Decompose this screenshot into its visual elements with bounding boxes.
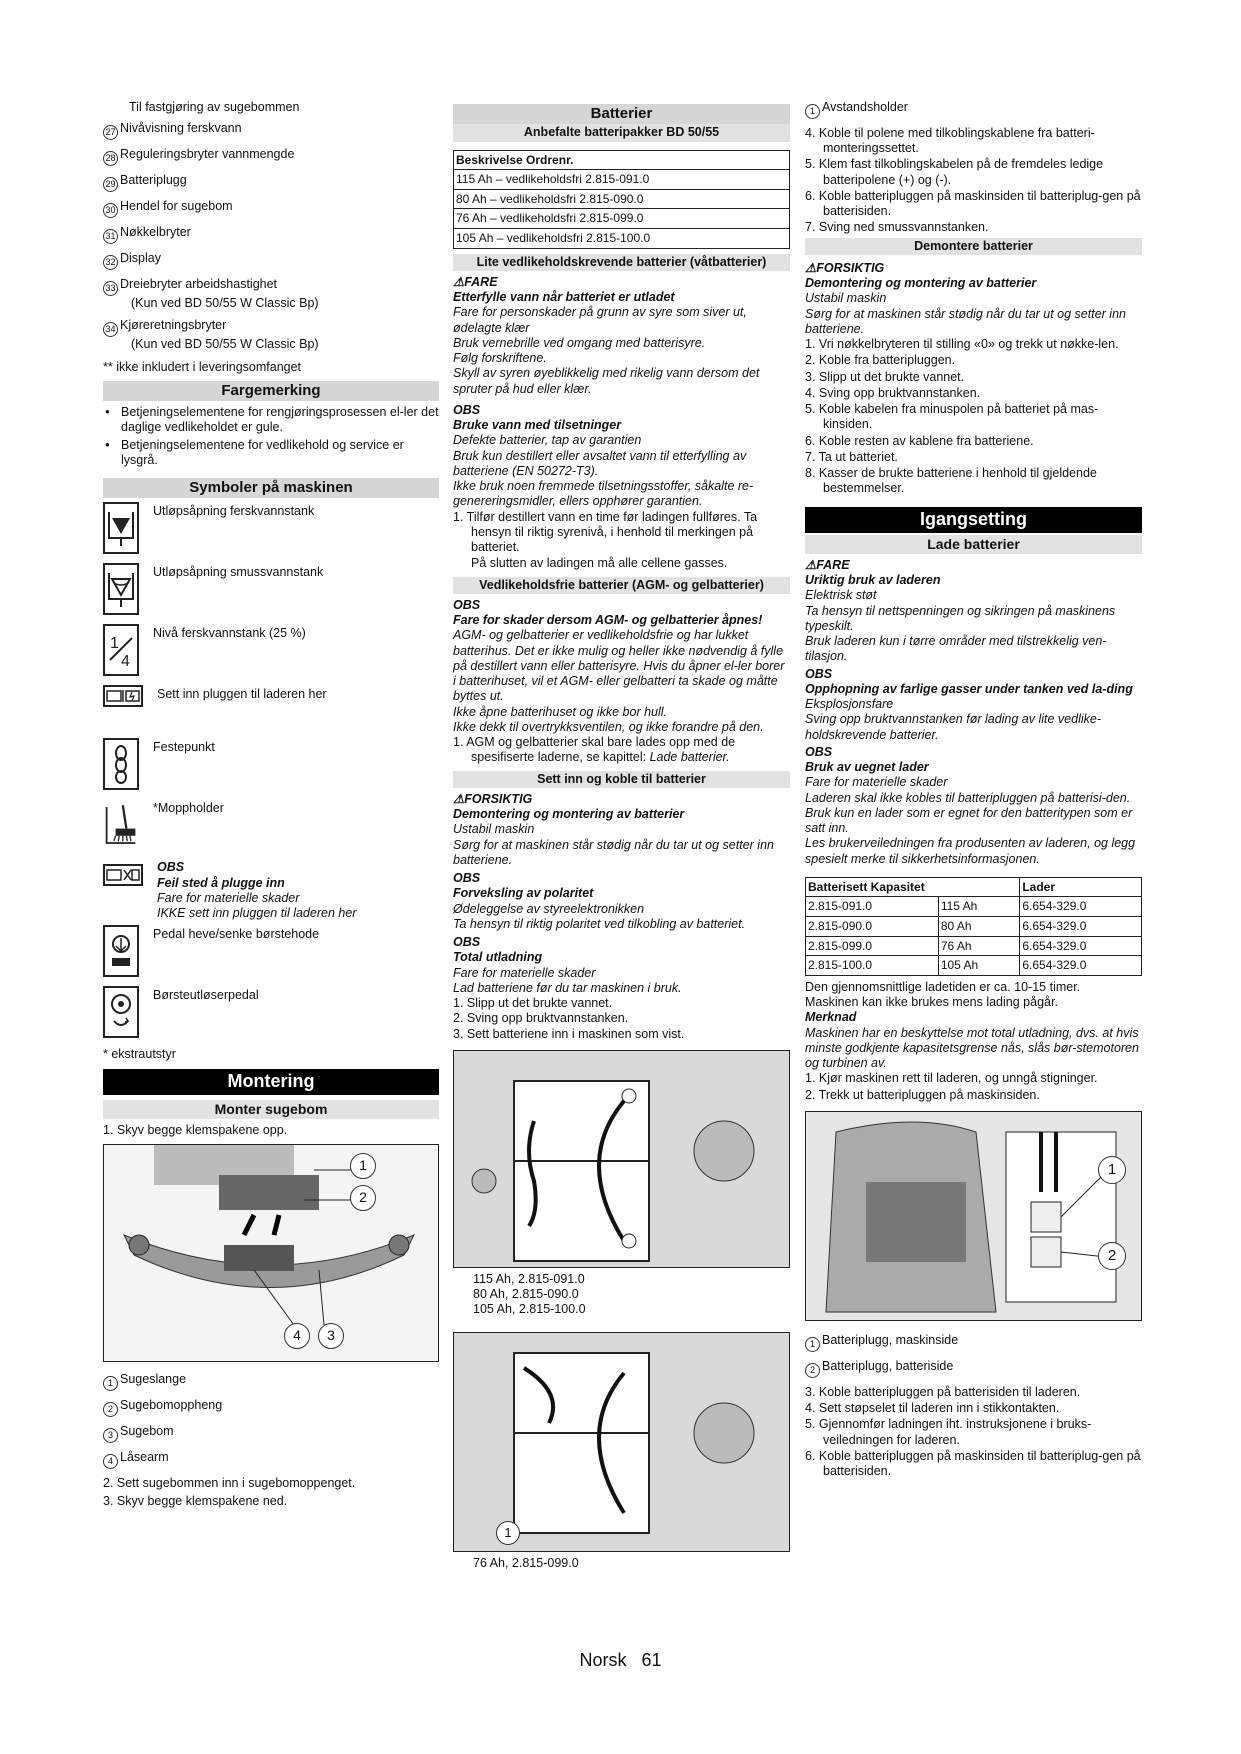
table-cell: 105 Ah [938, 956, 1020, 976]
legend-item [103, 225, 439, 244]
legend-item [805, 100, 1142, 119]
agm-heading: Vedlikeholdsfrie batterier (AGM- og gelbatterier) [453, 577, 790, 594]
lade-heading: Lade batterier [805, 535, 1142, 554]
symbol-row [103, 799, 439, 857]
legend-item [103, 318, 439, 352]
obs-line: Fare for materielle skader [453, 965, 596, 980]
legend-number: 30 [103, 203, 118, 218]
figure-caption [453, 1272, 790, 1318]
table-cell: 80 Ah [938, 917, 1020, 937]
forsiktig-line: Ustabil maskin [453, 822, 535, 837]
legend-number: 31 [103, 229, 118, 244]
legend-number: 1 [103, 1376, 118, 1391]
forsiktig-title: Demontering og montering av batterier [453, 807, 685, 822]
obs-line: Bruk kun destillert eller avsaltet vann til etterfylling av batteriene (EN 50272-T3). [453, 448, 747, 478]
legend-item [103, 1424, 439, 1443]
table-cell: 6.654-329.0 [1020, 956, 1142, 976]
fare-title: Uriktig bruk av laderen [805, 573, 941, 588]
column-middle [453, 100, 790, 1571]
legend-text: Sugebom [120, 1423, 174, 1438]
legend-item [805, 1333, 1142, 1352]
table-header-row [454, 150, 790, 170]
symbol-label: Utløpsåpning smussvannstank [153, 565, 324, 580]
legend-text: Nivåvisning ferskvann [120, 121, 242, 136]
steps-list [805, 337, 1142, 497]
legend-text: Display [120, 251, 161, 266]
obs-label: OBS [453, 597, 481, 612]
step-main: 1. AGM og gelbatterier skal bare lades opp med de spesifiserte laderne, se kapittel: [453, 735, 736, 765]
legend-text: Nøkkelbryter [120, 225, 191, 240]
obs-line: Bruk kun en lader som er egnet for den batteritypen som er satt inn. [805, 805, 1133, 836]
symbol-row [103, 986, 439, 1044]
legend-item [103, 147, 439, 166]
legend-subtext: (Kun ved BD 50/55 W Classic Bp) [131, 337, 319, 352]
step-text: 1. Kjør maskinen rett til laderen, og unngå stigninger. [805, 1071, 1098, 1086]
fare-title: Etterfylle vann når batteriet er utladet [453, 290, 675, 305]
legend-text: Hendel for sugebom [120, 199, 233, 214]
obs-label: OBS [805, 666, 833, 681]
mop-holder-icon [103, 799, 139, 851]
obs-title: Fare for skader dersom AGM- og gelbatterier åpnes! [453, 613, 763, 628]
step-text: 3. Sett batteriene inn i maskinen som vist. [453, 1026, 685, 1041]
bullet-item: ● Betjeningselementene for rengjøringsprosessen el-ler det daglige vedlikeholdet er gule. [103, 405, 439, 436]
symbol-row [103, 925, 439, 983]
table-row [806, 917, 1142, 937]
obs-line: Ikke dekk til overtrykksventilen, og ikke forandre på den. [453, 719, 764, 734]
steps-list [805, 126, 1142, 236]
montering-heading: Montering [103, 1069, 439, 1095]
callout-2: 2 [350, 1185, 376, 1211]
obs-line: Fare for materielle skader [157, 890, 300, 905]
monter-sugebom-heading: Monter sugebom [103, 1100, 439, 1119]
caption-line: 105 Ah, 2.815-100.0 [473, 1302, 586, 1317]
table-header: Beskrivelse Ordrenr. [454, 150, 790, 170]
table-header-row [806, 877, 1142, 897]
column-left [103, 100, 439, 1512]
legend-text: Dreiebryter arbeidshastighet [120, 277, 278, 292]
step-text: 5. Gjennomfør ladningen iht. instruksjonene i bruks-veiledningen for laderen. [805, 1417, 1092, 1447]
battery-pack-table [453, 150, 790, 249]
step-text: 5. Klem fast tilkoblingskabelen på de fremdeles ledige batteripolene (+) og (-). [805, 157, 1104, 187]
table-cell: 2.815-090.0 [806, 917, 939, 937]
quarter-level-icon [103, 624, 139, 676]
table-row [806, 936, 1142, 956]
lite-heading: Lite vedlikeholdskrevende batterier (våtbatterier) [453, 254, 790, 271]
symbol-row [103, 738, 439, 796]
obs-label: OBS [453, 935, 481, 950]
legend-item [103, 173, 439, 192]
step-text: 2. Sett sugebommen inn i sugebomoppenget. [103, 1475, 356, 1490]
step-text: På slutten av ladingen må alle cellene gasses. [471, 556, 728, 571]
anchor-point-icon [103, 738, 139, 790]
symbols-heading: Symboler på maskinen [103, 478, 439, 498]
table-row [454, 189, 790, 209]
table-cell: 2.815-091.0 [806, 897, 939, 917]
intro-text: Til fastgjøring av sugebommen [129, 100, 300, 114]
steps-list [805, 1385, 1142, 1480]
legend-item [103, 277, 439, 311]
fresh-water-drain-icon [103, 502, 139, 554]
demontere-heading: Demontere batterier [805, 238, 1142, 255]
svg-text:1: 1 [110, 635, 119, 653]
symbol-label: Utløpsåpning ferskvannstank [153, 504, 315, 519]
forsiktig-line: Ustabil maskin [805, 291, 887, 306]
step-text [453, 735, 790, 766]
footer-language: Norsk [579, 1650, 627, 1670]
step-text: 4. Koble til polene med tilkoblingskablene fra batteri-monteringssettet. [805, 125, 1095, 156]
forsiktig-line: Sørg for at maskinen står stødig når du tar ut og setter inn batteriene. [805, 306, 1126, 336]
forsiktig-label: ⚠FORSIKTIG [453, 791, 533, 806]
table-cell: 6.654-329.0 [1020, 897, 1142, 917]
step-text: 1. Vri nøkkelbryteren til stilling «0» og trekk ut nøkke-len. [805, 337, 1119, 352]
callout-1: 1 [1098, 1156, 1126, 1184]
legend-item [103, 1398, 439, 1417]
obs-label: OBS [453, 871, 481, 886]
step-text: 8. Kasser de brukte batteriene i henhold til gjeldende bestemmelser. [805, 466, 1097, 496]
step-text: 2. Koble fra batteripluggen. [805, 353, 956, 368]
obs-line: Defekte batterier, tap av garantien [453, 433, 642, 448]
obs-line: Ikke åpne batterihuset og ikke bor hull. [453, 704, 668, 719]
table-cell: 2.815-100.0 [806, 956, 939, 976]
table-row [806, 956, 1142, 976]
legend-number: 34 [103, 322, 118, 337]
forsiktig-title: Demontering og montering av batterier [805, 276, 1037, 291]
legend-number: 28 [103, 151, 118, 166]
step-text: 3. Koble batteripluggen på batterisiden til laderen. [805, 1384, 1081, 1399]
table-header: Lader [1020, 877, 1142, 897]
accessory-note: * ekstrautstyr [103, 1047, 176, 1062]
legend-text: Reguleringsbryter vannmengde [120, 147, 295, 162]
obs-title: Forveksling av polaritet [453, 886, 594, 901]
obs-label: OBS [453, 402, 481, 417]
callout-3: 3 [318, 1323, 344, 1349]
symbol-row [103, 563, 439, 621]
body-text: Den gjennomsnittlige ladetiden er ca. 10-15 timer. [805, 979, 1081, 994]
obs-line: AGM- og gelbatterier er vedlikeholdsfrie og har lukket batterihus. Det er ikke mulig og heller ikke nødvendig å fylle på destillert vann eller batterisyre. Hvis du åpner el-ler borer i batterihuset, vil et AGM- eller gelbatteri ta skade og måtte byttes ut. [453, 628, 785, 704]
legend-list [103, 121, 439, 352]
legend-item [103, 1372, 439, 1391]
step-text: 5. Koble kabelen fra minuspolen på batteriet på mas-kinsiden. [805, 402, 1099, 432]
table-header: Batterisett Kapasitet [806, 877, 1020, 897]
step-text: 4. Sving opp bruktvannstanken. [805, 385, 981, 400]
page-footer [0, 1650, 1241, 1672]
step-text: 7. Sving ned smussvannstanken. [805, 220, 989, 235]
figure-legend [103, 1372, 439, 1469]
table-cell: 6.654-329.0 [1020, 917, 1142, 937]
obs-line: Sving opp bruktvannstanken før lading av lite vedlike-holdskrevende batterier. [805, 712, 1101, 742]
table-cell: 105 Ah – vedlikeholdsfri 2.815-100.0 [454, 229, 790, 249]
obs-label: OBS [805, 744, 833, 759]
merknad-label: Merknad [805, 1010, 857, 1025]
step-text: 2. Trekk ut batteripluggen på maskinsiden. [805, 1087, 1040, 1102]
scope-note: ** ikke inkludert i leveringsomfanget [103, 359, 302, 374]
legend-number: 32 [103, 255, 118, 270]
cross-reference: Lade batterier. [649, 750, 730, 765]
legend-number: 2 [103, 1402, 118, 1417]
charging-figure [805, 1111, 1142, 1321]
obs-line: Fare for materielle skader [805, 775, 948, 790]
forsiktig-label: ⚠FORSIKTIG [805, 260, 885, 275]
step-text: 4. Sett støpselet til laderen inn i stikkontakten. [805, 1401, 1060, 1416]
obs-notice [103, 860, 439, 921]
obs-title: Opphopning av farlige gasser under tanken ved la-ding [805, 681, 1133, 696]
step-text: 6. Koble resten av kablene fra batteriene. [805, 433, 1034, 448]
sett-inn-heading: Sett inn og koble til batterier [453, 771, 790, 788]
page-number: 61 [641, 1650, 662, 1670]
batterier-heading: Batterier [453, 104, 790, 124]
forsiktig-line: Sørg for at maskinen står stødig når du tar ut og setter inn batteriene. [453, 837, 774, 867]
table-cell: 76 Ah – vedlikeholdsfri 2.815-099.0 [454, 209, 790, 229]
step-text: 3. Skyv begge klemspakene ned. [103, 1494, 288, 1509]
obs-title: Total utladning [453, 950, 543, 965]
symbol-label: Pedal heve/senke børstehode [153, 927, 320, 942]
legend-item [103, 1450, 439, 1469]
table-row [454, 229, 790, 249]
fare-line: Følg forskriftene. [453, 351, 547, 366]
legend-number: 29 [103, 177, 118, 192]
obs-line: Ikke bruk noen fremmede tilsetningsstoffer, såkalte re-genereringsmidler, ellers opphører garantien. [453, 479, 754, 509]
pedal-lift-icon [103, 925, 139, 977]
fare-label: ⚠FARE [453, 274, 498, 289]
obs-line: Les brukerveiledningen fra produsenten av laderen, og legg spesielt merke til sikkerhetsinformasjonen. [805, 836, 1136, 866]
table-row [454, 170, 790, 190]
step-text: 6. Koble batteripluggen på maskinsiden til batteriplug-gen på batterisiden. [805, 1448, 1141, 1479]
battery-figure-2 [453, 1332, 790, 1552]
legend-item [103, 251, 439, 270]
step-text: 1. Slipp ut det brukte vannet. [453, 996, 613, 1011]
legend-item [103, 199, 439, 218]
fare-line: Fare for personskader på grunn av syre som siver ut, ødelagte klær [453, 305, 747, 335]
symbol-row [103, 685, 439, 735]
table-cell: 6.654-329.0 [1020, 936, 1142, 956]
fare-line: Skyll av syren øyeblikkelig med rikelig vann dersom det spruter på hud eller klær. [453, 366, 760, 396]
step-text: 1. Tilfør destillert vann en time før ladingen fullføres. Ta hensyn til riktig syrenivå, i henhold til merkingen på batteriet. [453, 509, 758, 555]
charger-plug-icon [103, 685, 143, 707]
table-cell: 115 Ah – vedlikeholdsfri 2.815-091.0 [454, 170, 790, 190]
legend-number: 27 [103, 125, 118, 140]
legend-item [805, 1359, 1142, 1378]
symbol-label: Sett inn pluggen til laderen her [157, 687, 327, 702]
svg-text:4: 4 [121, 653, 130, 671]
step-text: 3. Slipp ut det brukte vannet. [805, 369, 965, 384]
obs-line: Laderen skal ikke kobles til batteripluggen på batterisi-den. [805, 790, 1131, 805]
obs-line: Ta hensyn til riktig polaritet ved tilkobling av batteriet. [453, 916, 746, 931]
symbol-label: *Moppholder [153, 801, 224, 816]
legend-text: Sugeslange [120, 1372, 187, 1386]
obs-title: Bruke vann med tilsetninger [453, 418, 622, 433]
callout-2: 2 [1098, 1242, 1126, 1270]
legend-text: Avstandsholder [822, 100, 908, 114]
brush-release-icon [103, 986, 139, 1038]
obs-line: Ødeleggelse av styreelektronikken [453, 901, 645, 916]
obs-line: Eksplosjonsfare [805, 697, 894, 712]
legend-number: 2 [805, 1363, 820, 1378]
legend-number: 4 [103, 1454, 118, 1469]
table-cell: 80 Ah – vedlikeholdsfri 2.815-090.0 [454, 189, 790, 209]
obs-title: Feil sted å plugge inn [157, 875, 285, 890]
legend-subtext: (Kun ved BD 50/55 W Classic Bp) [131, 296, 319, 311]
table-row [454, 209, 790, 229]
figure-legend [805, 1333, 1142, 1378]
wrong-plug-icon [103, 864, 143, 886]
igangsetting-heading: Igangsetting [805, 507, 1142, 533]
color-marking-heading: Fargemerking [103, 381, 439, 401]
legend-text: Batteriplugg, batteriside [822, 1358, 954, 1373]
symbol-row [103, 502, 439, 560]
symbol-row [103, 624, 439, 682]
symbol-label: Festepunkt [153, 740, 215, 755]
table-cell: 115 Ah [938, 897, 1020, 917]
step-text: 2. Sving opp bruktvannstanken. [453, 1011, 629, 1026]
step-text: 6. Koble batteripluggen på maskinsiden til batteriplug-gen på batterisiden. [805, 188, 1141, 219]
legend-text: Kjøreretningsbryter [120, 318, 227, 333]
callout-4: 4 [284, 1323, 310, 1349]
legend-item [103, 121, 439, 140]
fare-label: ⚠FARE [805, 557, 850, 572]
column-right [805, 100, 1142, 1480]
bullet-item: ● Betjeningselementene for vedlikehold og service er lysgrå. [103, 438, 439, 469]
step-text: 1. Skyv begge klemspakene opp. [103, 1122, 288, 1137]
callout-1: 1 [496, 1521, 520, 1545]
squeegee-figure [103, 1144, 439, 1362]
obs-line: Lad batteriene før du tar maskinen i bruk. [453, 980, 682, 995]
caption-line: 115 Ah, 2.815-091.0 [473, 1271, 585, 1286]
fare-line: Ta hensyn til nettspenningen og sikringen på maskinens typeskilt. [805, 603, 1116, 633]
caption-line: 80 Ah, 2.815-090.0 [473, 1287, 579, 1302]
legend-number: 3 [103, 1428, 118, 1443]
body-text: Maskinen kan ikke brukes mens lading pågår. [805, 995, 1058, 1010]
obs-label: OBS [157, 860, 185, 875]
callout-1: 1 [350, 1153, 376, 1179]
obs-title: Bruk av uegnet lader [805, 760, 929, 775]
legend-text: Låsearm [120, 1449, 169, 1464]
dirty-water-drain-icon [103, 563, 139, 615]
symbol-label: Børsteutløserpedal [153, 988, 259, 1003]
legend-number: 33 [103, 281, 118, 296]
legend-text: Sugebomoppheng [120, 1397, 223, 1412]
charger-table [805, 877, 1142, 976]
step-text: 7. Ta ut batteriet. [805, 449, 898, 464]
table-cell: 76 Ah [938, 936, 1020, 956]
merknad-text: Maskinen har en beskyttelse mot total utladning, dvs. at hvis minste godkjente kapasitetsgrense nås, slås bør-stemotoren og turbinen av. [805, 1025, 1139, 1071]
fare-line: Elektrisk støt [805, 588, 877, 603]
anbefalte-heading: Anbefalte batteripakker BD 50/55 [453, 124, 790, 141]
figure-caption: 76 Ah, 2.815-099.0 [473, 1555, 579, 1570]
obs-line: IKKE sett inn pluggen til laderen her [157, 906, 357, 921]
fare-line: Bruk laderen kun i tørre områder med tilstrekkelig ven-tilasjon. [805, 634, 1107, 664]
symbol-label: Nivå ferskvannstank (25 %) [153, 626, 306, 641]
legend-text: Batteriplugg [120, 173, 187, 188]
legend-number: 1 [805, 104, 820, 119]
table-cell: 2.815-099.0 [806, 936, 939, 956]
table-row [806, 897, 1142, 917]
battery-figure-1 [453, 1050, 790, 1268]
legend-number: 1 [805, 1337, 820, 1352]
legend-text: Batteriplugg, maskinside [822, 1332, 959, 1347]
fare-line: Bruk vernebrille ved omgang med batterisyre. [453, 335, 706, 350]
